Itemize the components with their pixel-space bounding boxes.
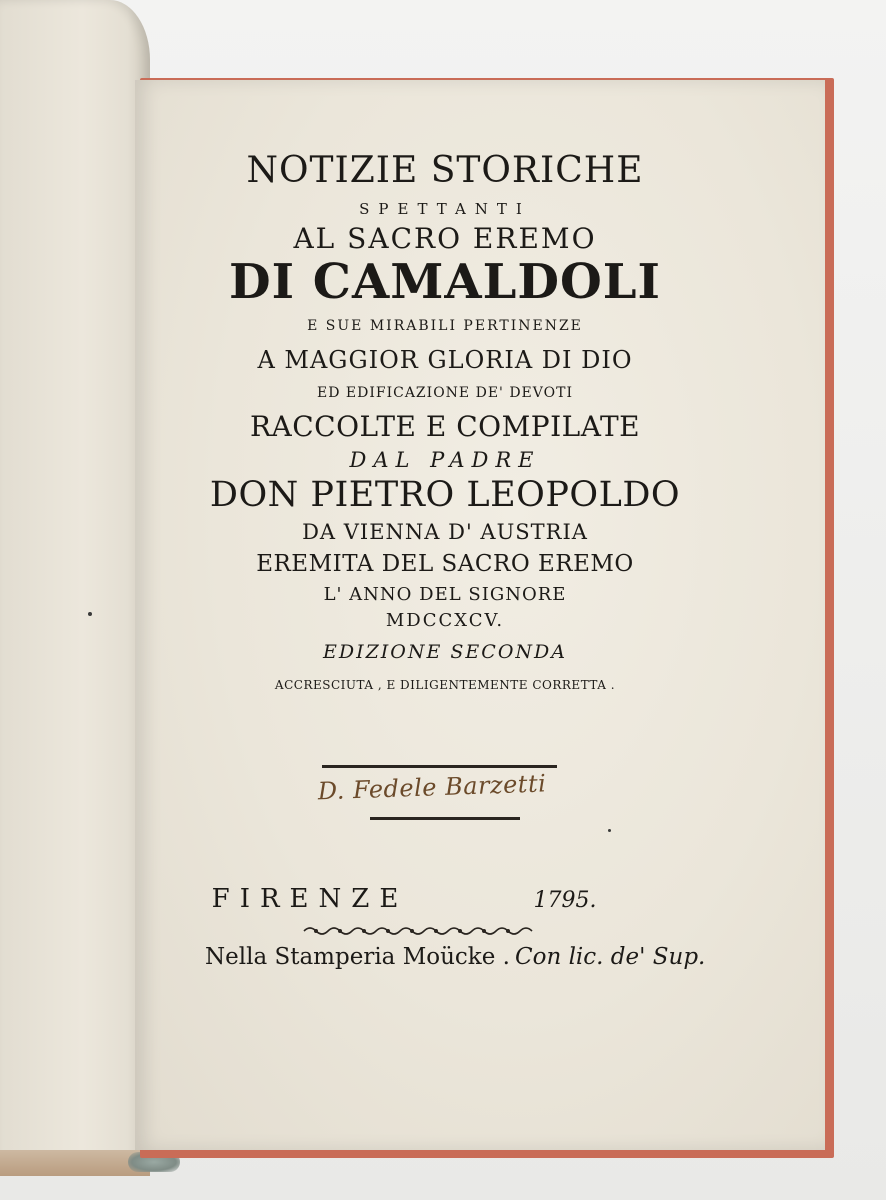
title-line-eremita: EREMITA DEL SACRO EREMO	[256, 551, 634, 577]
left-flyleaf-page	[0, 0, 150, 1175]
title-line-date-roman: MDCCXCV.	[385, 610, 505, 631]
rule-above-signature	[322, 765, 557, 768]
title-line-don-pietro-leopoldo: DON PIETRO LEOPOLDO	[209, 475, 681, 515]
imprint-place: FIRENZE	[211, 884, 409, 914]
printers-ornament	[300, 923, 540, 939]
imprint-year: 1795.	[533, 888, 597, 913]
paper-speck	[88, 612, 92, 616]
title-line-notizie-storiche: NOTIZIE STORICHE	[246, 150, 644, 191]
rule-below-signature	[370, 817, 520, 820]
title-line-spettanti: SPETTANTI	[359, 200, 531, 218]
imprint-printer: Nella Stamperia Moücke .	[205, 944, 510, 970]
title-line-maggior-gloria: A MAGGIOR GLORIA DI DIO	[257, 346, 633, 374]
handwritten-signature: D. Fedele Barzetti	[317, 769, 547, 806]
title-line-anno-del-signore: L' ANNO DEL SIGNORE	[323, 584, 567, 605]
imprint-license: Con lic. de' Sup.	[515, 944, 706, 970]
title-line-di-camaldoli: DI CAMALDOLI	[229, 254, 661, 310]
title-line-dal-padre: DAL PADRE	[349, 448, 541, 472]
title-line-mirabili-pertinenze: E SUE MIRABILI PERTINENZE	[307, 318, 583, 334]
paper-speck	[608, 829, 611, 832]
title-line-edificazione: ED EDIFICAZIONE DE' DEVOTI	[317, 385, 573, 401]
title-line-raccolte-compilate: RACCOLTE E COMPILATE	[249, 410, 641, 443]
title-line-da-vienna: DA VIENNA D' AUSTRIA	[302, 520, 588, 544]
title-line-edizione-seconda: EDIZIONE SECONDA	[322, 641, 567, 663]
title-line-al-sacro-eremo: AL SACRO EREMO	[293, 222, 597, 255]
title-line-accresciuta: ACCRESCIUTA , E DILIGENTEMENTE CORRETTA .	[274, 678, 616, 692]
